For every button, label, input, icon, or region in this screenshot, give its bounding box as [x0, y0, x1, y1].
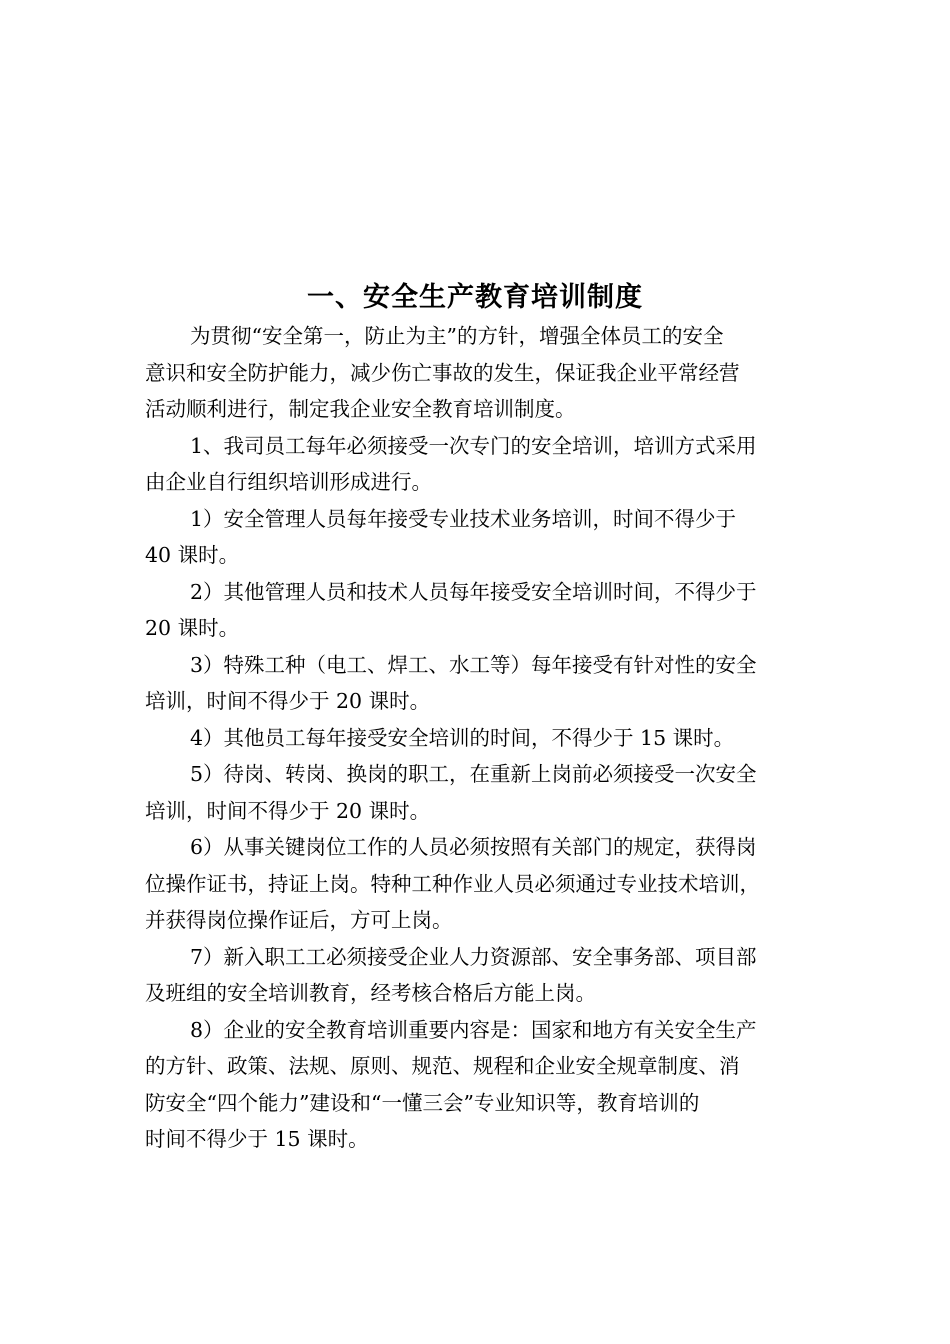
text-line: 6）从事关键岗位工作的人员必须按照有关部门的规定，获得岗 — [190, 835, 757, 859]
paragraph-sub-2 — [145, 574, 815, 647]
paragraph-sub-5 — [145, 756, 815, 829]
text-line: 20 课时。 — [145, 616, 240, 640]
text-line: 由企业自行组织培训形成进行。 — [145, 470, 432, 494]
text-line: 及班组的安全培训教育，经考核合格后方能上岗。 — [145, 981, 596, 1005]
paragraph-sub-1 — [145, 501, 815, 574]
text-line: 7）新入职工工必须接受企业人力资源部、安全事务部、项目部 — [190, 944, 757, 969]
text-line: 1、我司员工每年必须接受一次专门的安全培训，培训方式采用 — [190, 433, 757, 458]
paragraph-sub-3 — [145, 647, 815, 720]
text-line: 1）安全管理人员每年接受专业技术业务培训，时间不得少于 — [190, 506, 737, 531]
text-line: 培训，时间不得少于 20 课时。 — [145, 689, 431, 713]
document-title: 一、安全生产教育培训制度 — [307, 282, 643, 313]
paragraph-sub-8 — [145, 1012, 815, 1158]
text-line: 5）待岗、转岗、换岗的职工，在重新上岗前必须接受一次安全 — [190, 762, 757, 786]
text-line: 位操作证书，持证上岗。特种工种作业人员必须通过专业技术培训， — [145, 871, 760, 896]
paragraph-sub-6 — [145, 829, 815, 939]
text-line: 为贯彻“安全第一，防止为主”的方针，增强全体员工的安全 — [190, 324, 724, 348]
paragraph-sub-4 — [145, 720, 815, 757]
paragraph-item-1 — [145, 428, 815, 501]
text-line: 意识和安全防护能力，减少伤亡事故的发生，保证我企业平常经营 — [145, 360, 740, 385]
text-line: 4）其他员工每年接受安全培训的时间，不得少于 15 课时。 — [190, 725, 735, 750]
text-line: 3）特殊工种（电工、焊工、水工等）每年接受有针对性的安全 — [190, 652, 757, 677]
document-body — [145, 318, 815, 1158]
text-line: 时间不得少于 15 课时。 — [145, 1127, 369, 1151]
text-line: 培训，时间不得少于 20 课时。 — [145, 798, 431, 823]
text-line: 活动顺利进行，制定我企业安全教育培训制度。 — [145, 397, 576, 421]
text-line: 8）企业的安全教育培训重要内容是：国家和地方有关安全生产 — [190, 1017, 757, 1042]
paragraph-intro — [145, 318, 815, 428]
text-line: 防安全“四个能力”建设和“一懂三会”专业知识等，教育培训的 — [145, 1090, 700, 1115]
text-line: 40 课时。 — [145, 543, 240, 567]
paragraph-sub-7 — [145, 939, 815, 1012]
text-line: 2）其他管理人员和技术人员每年接受安全培训时间，不得少于 — [190, 579, 757, 604]
text-line: 并获得岗位操作证后，方可上岗。 — [145, 908, 453, 932]
text-line: 的方针、政策、法规、原则、规范、规程和企业安全规章制度、消 — [145, 1054, 740, 1078]
